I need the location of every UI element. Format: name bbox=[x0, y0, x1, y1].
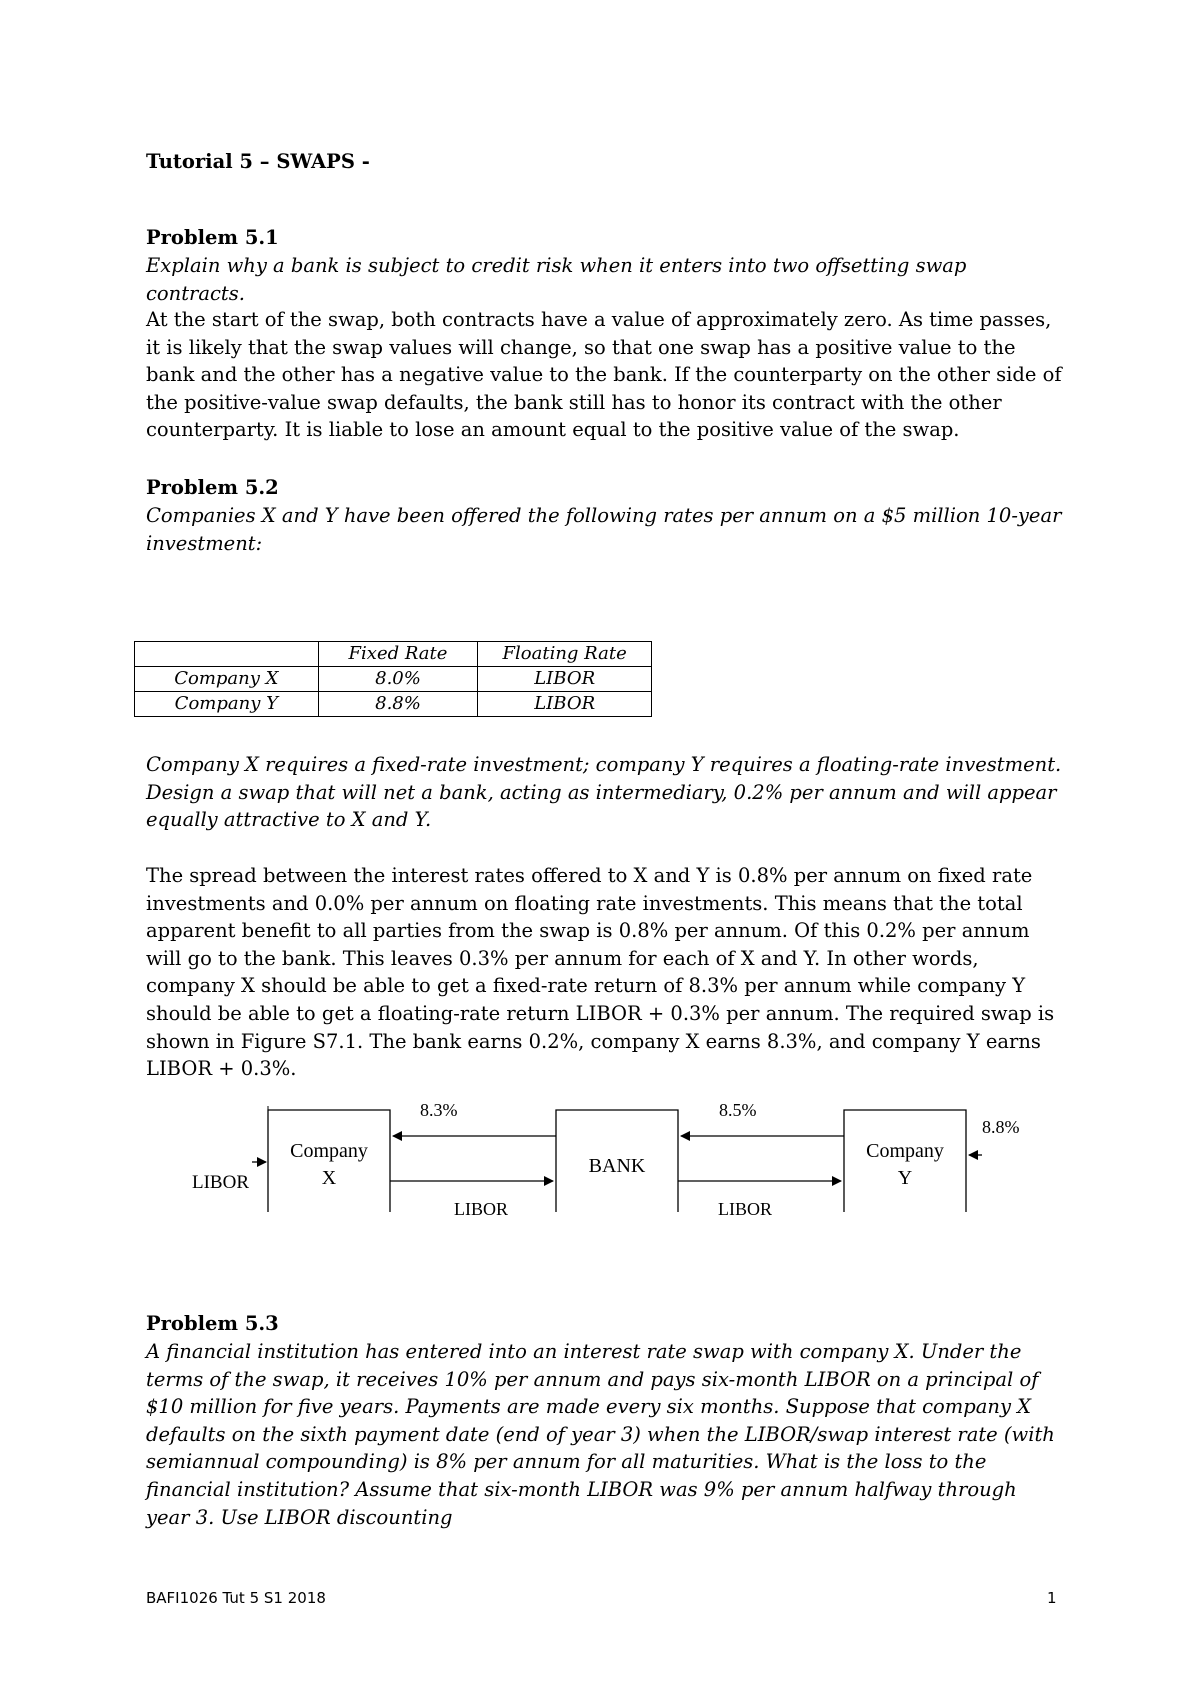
table-cell: LIBOR bbox=[478, 692, 652, 717]
footer-course-code: BAFI1026 Tut 5 S1 2018 bbox=[146, 1589, 326, 1607]
bank-to-y-rate: LIBOR bbox=[718, 1199, 772, 1219]
problem-5-3-heading: Problem 5.3 bbox=[146, 1312, 279, 1335]
company-y-label-line1: Company bbox=[866, 1140, 944, 1162]
table-header-cell: Floating Rate bbox=[478, 642, 652, 667]
problem-5-3-question: A financial institution has entered into an interest rate swap with company X. Under the terms of the swap, it receives 10% per annum and pays six-month LIBOR on a principal of $10 million for five years. Payments are made every six months. Suppose that company X defaults on the sixth payment date (end of year 3) when the LIBOR/swap interest rate (with semiannual compounding) is 8% per annum for all maturities. What is the loss to the financial institution? Assume that six-month LIBOR was 9% per annum halfway through year 3. Use LIBOR discounting bbox=[146, 1340, 1055, 1529]
problem-5-2-question: Companies X and Y have been offered the following rates per annum on a $5 million 10-year investment: bbox=[146, 504, 1062, 555]
footer-page-number: 1 bbox=[1047, 1589, 1057, 1607]
table-cell: 8.8% bbox=[318, 692, 478, 717]
company-x-label-line1: Company bbox=[290, 1140, 368, 1162]
tutorial-title: Tutorial 5 – SWAPS - bbox=[146, 150, 370, 173]
company-y-label-line2: Y bbox=[897, 1167, 913, 1189]
y-to-bank-rate: 8.5% bbox=[719, 1100, 757, 1120]
company-x-label-line2: X bbox=[321, 1167, 337, 1189]
table-header-cell: Fixed Rate bbox=[318, 642, 478, 667]
problem-5-1-answer: At the start of the swap, both contracts have a value of approximately zero. As time passes, it is likely that the swap values will change, so that one swap has a positive value to the bank and the other has a negative value to the bank. If the counterparty on the other side of the positive-value swap defaults, the bank still has to honor its contract with the other counterparty. It is liable to lose an amount equal to the positive value of the swap. bbox=[146, 308, 1062, 442]
problem-5-2-requirement: Company X requires a fixed-rate investment; company Y requires a floating-rate investment. Design a swap that will net a bank, acting as intermediary, 0.2% per annum and will appear equally attractive to X and Y. bbox=[146, 753, 1062, 832]
problem-5-2-heading: Problem 5.2 bbox=[146, 476, 279, 499]
x-to-bank-rate: LIBOR bbox=[454, 1199, 508, 1219]
table-cell: 8.0% bbox=[318, 667, 478, 692]
table-cell: Company X bbox=[135, 667, 319, 692]
bank-to-x-rate: 8.3% bbox=[420, 1100, 458, 1120]
problem-5-1-question: Explain why a bank is subject to credit risk when it enters into two offsetting swap contracts. bbox=[146, 254, 967, 305]
problem-5-2-answer: The spread between the interest rates offered to X and Y is 0.8% per annum on fixed rate investments and 0.0% per annum on floating rate investments. This means that the total apparent benefit to all parties from the swap is 0.8% per annum. Of this 0.2% per annum will go to the bank. This leaves 0.3% per annum for each of X and Y. In other words, company X should be able to get a fixed-rate return of 8.3% per annum while company Y should be able to get a floating-rate return LIBOR + 0.3% per annum. The required swap is shown in Figure S7.1. The bank earns 0.2%, company X earns 8.3%, and company Y earns LIBOR + 0.3%. bbox=[146, 864, 1055, 1081]
y-external-rate: 8.8% bbox=[982, 1117, 1020, 1137]
x-external-rate: LIBOR bbox=[192, 1172, 249, 1193]
table-cell: LIBOR bbox=[478, 667, 652, 692]
table-cell: Company Y bbox=[135, 692, 319, 717]
bank-label: BANK bbox=[588, 1155, 646, 1177]
problem-5-1-heading: Problem 5.1 bbox=[146, 226, 279, 249]
